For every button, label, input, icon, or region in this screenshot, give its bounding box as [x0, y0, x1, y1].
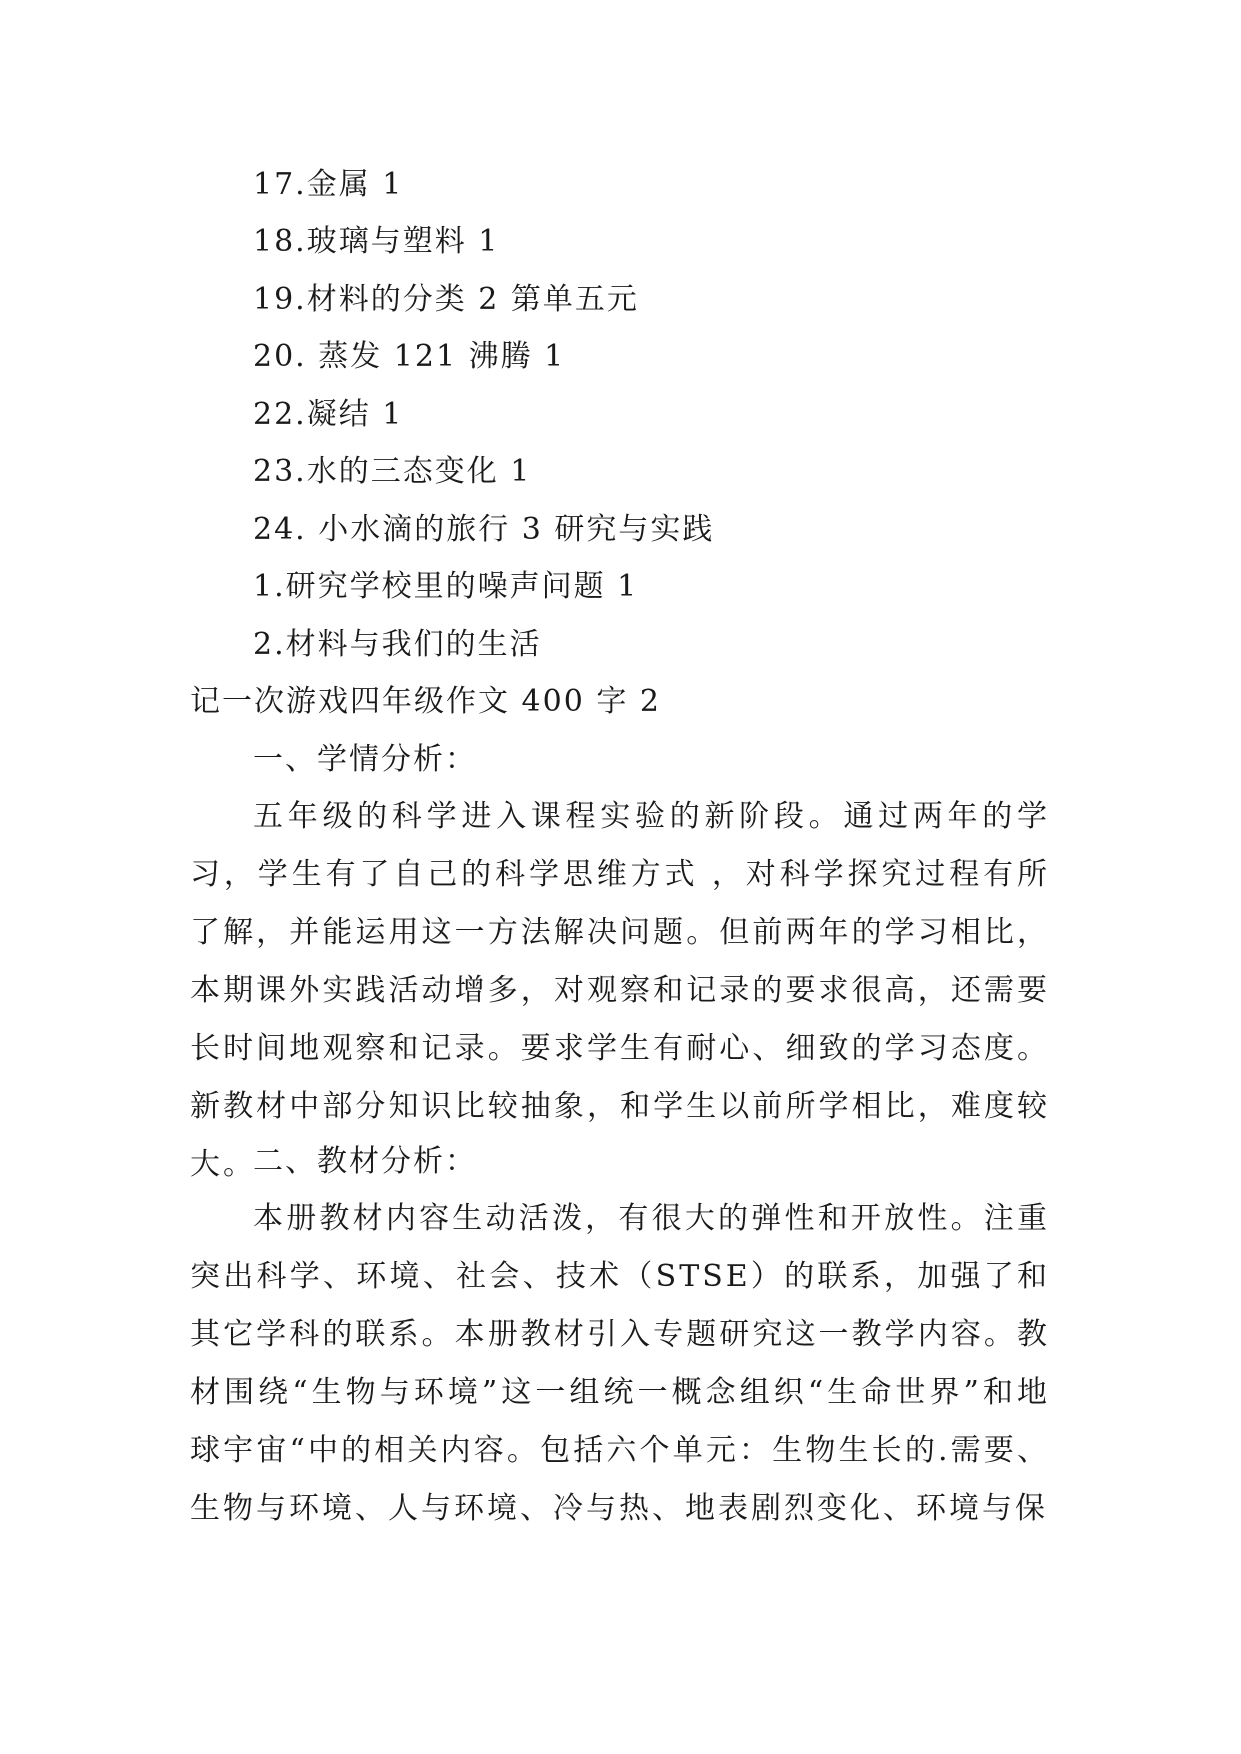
section-heading-textbook-analysis: 二、教材分析： [253, 1144, 477, 1179]
toc-item: 18.玻璃与塑料 1 [253, 224, 500, 259]
paragraph-student-analysis: 五年级的科学进入课程实验的新阶段。通过两年的学习，学生有了自己的科学思维方式 ，对科学探究过程有所了解，并能运用这一方法解决问题。但前两年的学习相比，本期课外实践活动增多，对观察和记录的要求很高，还需要长时间地观察和记录。要求学生有耐心、细致的学习态度。新教材中部分知识比较抽象，和学生以前所学相比，难度较大。 [190, 799, 1050, 1182]
toc-item: 22.凝结 1 [253, 397, 404, 432]
toc-item: 19.材料的分类 2 第单五元 [253, 282, 639, 317]
toc-item: 1.研究学校里的噪声问题 1 [253, 569, 639, 604]
paragraph-textbook-analysis: 本册教材内容生动活泼，有很大的弹性和开放性。注重突出科学、环境、社会、技术（STSE）的联系，加强了和其它学科的联系。本册教材引入专题研究这一教学内容。教材围绕“生物与环境”这一组统一概念组织“生命世界”和地球宇宙“中的相关内容。包括六个单元：生物生长的.需要、生物与环境、人与环境、冷与热、地表剧烈变化、环境与保 [190, 1201, 1050, 1526]
toc-item: 20. 蒸发 121 沸腾 1 [253, 339, 566, 374]
toc-item: 2.材料与我们的生活 [253, 627, 542, 662]
toc-item: 23.水的三态变化 1 [253, 454, 532, 489]
toc-item: 17.金属 1 [253, 167, 404, 202]
toc-item: 24. 小水滴的旅行 3 研究与实践 [253, 512, 715, 547]
essay-title: 记一次游戏四年级作文 400 字 2 [190, 684, 661, 719]
section-heading-student-analysis: 一、学情分析： [253, 742, 477, 777]
